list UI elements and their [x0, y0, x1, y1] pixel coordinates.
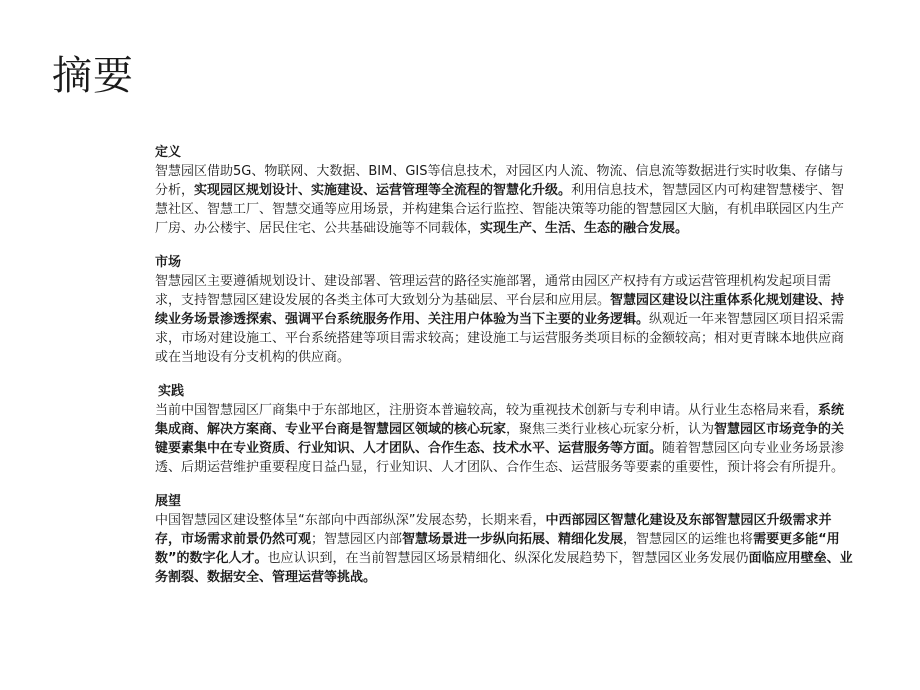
emphasis-text: 面临应用壁垒、业务割裂、数据安全、管理运营等挑战。 — [155, 551, 853, 585]
emphasis-text: 智慧园区市场竞争的关键要素集中在专业资质、行业知识、人才团队、合作生态、技术水平、运营服务等方面。 — [155, 422, 845, 456]
body-text: 利用信息技术，智慧园区内可构建智慧楼宇、智慧社区、智慧工厂、智慧交通等应用场景，并构建集合运行监控、智能决策等功能的智慧园区大脑，有机串联园区内生产厂房、办公楼宇、居民住宅、公共基础设施等不同载体， — [155, 183, 845, 236]
body-text: ，聚焦三类行业核心玩家分析，认为 — [506, 422, 715, 437]
body-text: 智慧园区主要遵循规划设计、建设部署、管理运营的路径实施部署，通常由园区产权持有方或运营管理机构发起项目需求，支持智慧园区建设发展的各类主体可大致划分为基础层、平台层和应用层。 — [155, 274, 832, 308]
emphasis-text: 智慧场景进一步纵向拓展、精细化发展 — [402, 532, 624, 547]
body-text: 当前中国智慧园区厂商集中于东部地区，注册资本普遍较高，较为重视技术创新与专利申请。从行业生态格局来看， — [155, 403, 819, 418]
body-text: ；智慧园区内部 — [311, 532, 403, 547]
body-text: 随着智慧园区向专业业务场景渗透、后期运营维护重要程度日益凸显，行业知识、人才团队、合作生态、运营服务等要素的重要性，预计将会有所提升。 — [155, 441, 845, 475]
emphasis-text: 实现园区规划设计、实施建设、运营管理等全流程的智慧化升级。 — [194, 183, 572, 198]
section-heading: 市场 — [155, 255, 182, 270]
body-text: 中国智慧园区建设整体呈“东部向中西部纵深”发展态势，长期来看， — [155, 513, 546, 528]
body-text: 纵观近一年来智慧园区项目招采需求，市场对建设施工、平台系统搭建等项目需求较高；建设施工与运营服务类项目标的金额较高；相对更青睐本地供应商或在当地设有分支机构的供应商。 — [155, 312, 845, 365]
section-body — [155, 272, 855, 367]
body-text: ，智慧园区的运维也将 — [623, 532, 754, 547]
emphasis-text: 需要更多能“用数”的数字化人才。 — [155, 532, 840, 566]
section-market — [155, 253, 855, 367]
body-text: 智慧园区借助5G、物联网、大数据、BIM、GIS等信息技术，对园区内人流、物流、信息流等数据进行实时收集、存储与分析， — [155, 164, 844, 198]
summary-content — [155, 143, 855, 602]
body-text: 也应认识到，在当前智慧园区场景精细化、纵深化发展趋势下，智慧园区业务发展仍 — [267, 551, 749, 566]
section-body — [155, 162, 855, 238]
emphasis-text: 智慧园区建设以注重体系化规划建设、持续业务场景渗透探索、强调平台系统服务作用、关注用户体验为当下主要的业务逻辑。 — [155, 293, 845, 327]
section-body — [155, 401, 855, 477]
section-practice — [155, 382, 855, 477]
emphasis-text: 系统集成商、解决方案商、专业平台商是智慧园区领域的核心玩家 — [155, 403, 845, 437]
section-heading: 定义 — [155, 145, 182, 160]
section-heading: 展望 — [155, 494, 182, 509]
section-outlook — [155, 492, 855, 587]
page-title: 摘要 — [52, 53, 134, 99]
section-body — [155, 511, 855, 587]
section-heading: 实践 — [158, 384, 185, 399]
emphasis-text: 中西部园区智慧化建设及东部智慧园区升级需求并存，市场需求前景仍然可观 — [155, 513, 832, 547]
emphasis-text: 实现生产、生活、生态的融合发展。 — [480, 221, 689, 236]
section-definition — [155, 143, 855, 238]
